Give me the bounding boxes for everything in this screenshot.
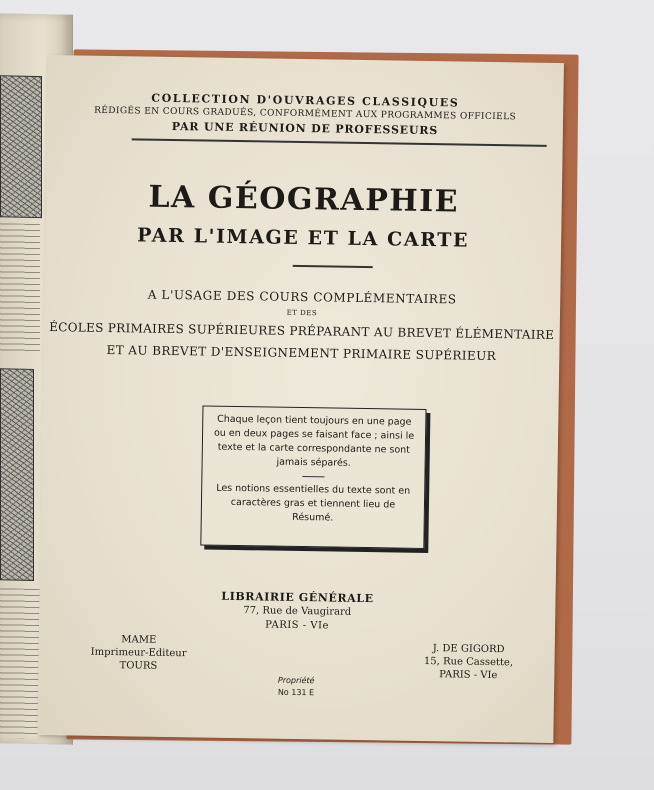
gigord-block <box>418 642 519 683</box>
mame-name: MAME <box>121 634 157 646</box>
info-box-divider <box>302 476 324 477</box>
title-rule <box>293 265 373 268</box>
title-page <box>37 55 564 743</box>
mame-block <box>88 633 189 674</box>
property-number: No 131 E <box>277 687 315 698</box>
book-subtitle: PAR L'IMAGE ET LA CARTE <box>137 224 470 252</box>
collection-line-3: PAR UNE RÉUNION DE PROFESSEURS <box>171 119 439 138</box>
mame-city: TOURS <box>119 660 158 672</box>
collection-line-1: COLLECTION D'OUVRAGES CLASSIQUES <box>151 91 460 110</box>
usage-line-1: A L'USAGE DES COURS COMPLÉMENTAIRES <box>147 287 457 307</box>
info-box <box>200 405 426 549</box>
publisher-name: LIBRAIRIE GÉNÉRALE <box>221 589 374 606</box>
book-title: LA GÉOGRAPHIE <box>148 179 460 220</box>
left-page-map-bottom <box>0 368 34 581</box>
collection-line-2: RÉDIGÉS EN COURS GRADUÉS, CONFORMÉMENT AUX PROGRAMMES OFFICIELS <box>94 105 517 123</box>
gigord-name: J. DE GIGORD <box>432 643 505 656</box>
mame-role: Imprimeur-Editeur <box>90 646 187 660</box>
publisher-street: 77, Rue de Vaugirard <box>243 605 352 618</box>
usage-line-2: ET DES <box>286 308 318 318</box>
top-rule <box>132 138 547 146</box>
info-box-para-2: Les notions essentielles du texte sont en caractères gras et tiennent lieu de Résumé. <box>216 482 411 524</box>
usage-line-4: ET AU BREVET D'ENSEIGNEMENT PRIMAIRE SUPÉRIEUR <box>106 342 497 364</box>
left-page-text <box>0 223 40 354</box>
info-box-para-1: Chaque leçon tient toujours en une page ou en deux pages se faisant face ; ainsi le texte et la carte correspondante ne sont jamais séparés. <box>213 413 415 469</box>
left-page-text-bottom <box>0 588 40 739</box>
property-label: Propriété <box>277 675 315 686</box>
gigord-street: 15, Rue Cassette, <box>423 655 514 669</box>
gigord-city: PARIS - VIe <box>439 669 498 682</box>
publisher-city: PARIS - VIe <box>265 619 329 632</box>
usage-line-3: ÉCOLES PRIMAIRES SUPÉRIEURES PRÉPARANT AU BREVET ÉLÉMENTAIRE <box>49 320 555 342</box>
left-page-map-top <box>0 75 42 218</box>
